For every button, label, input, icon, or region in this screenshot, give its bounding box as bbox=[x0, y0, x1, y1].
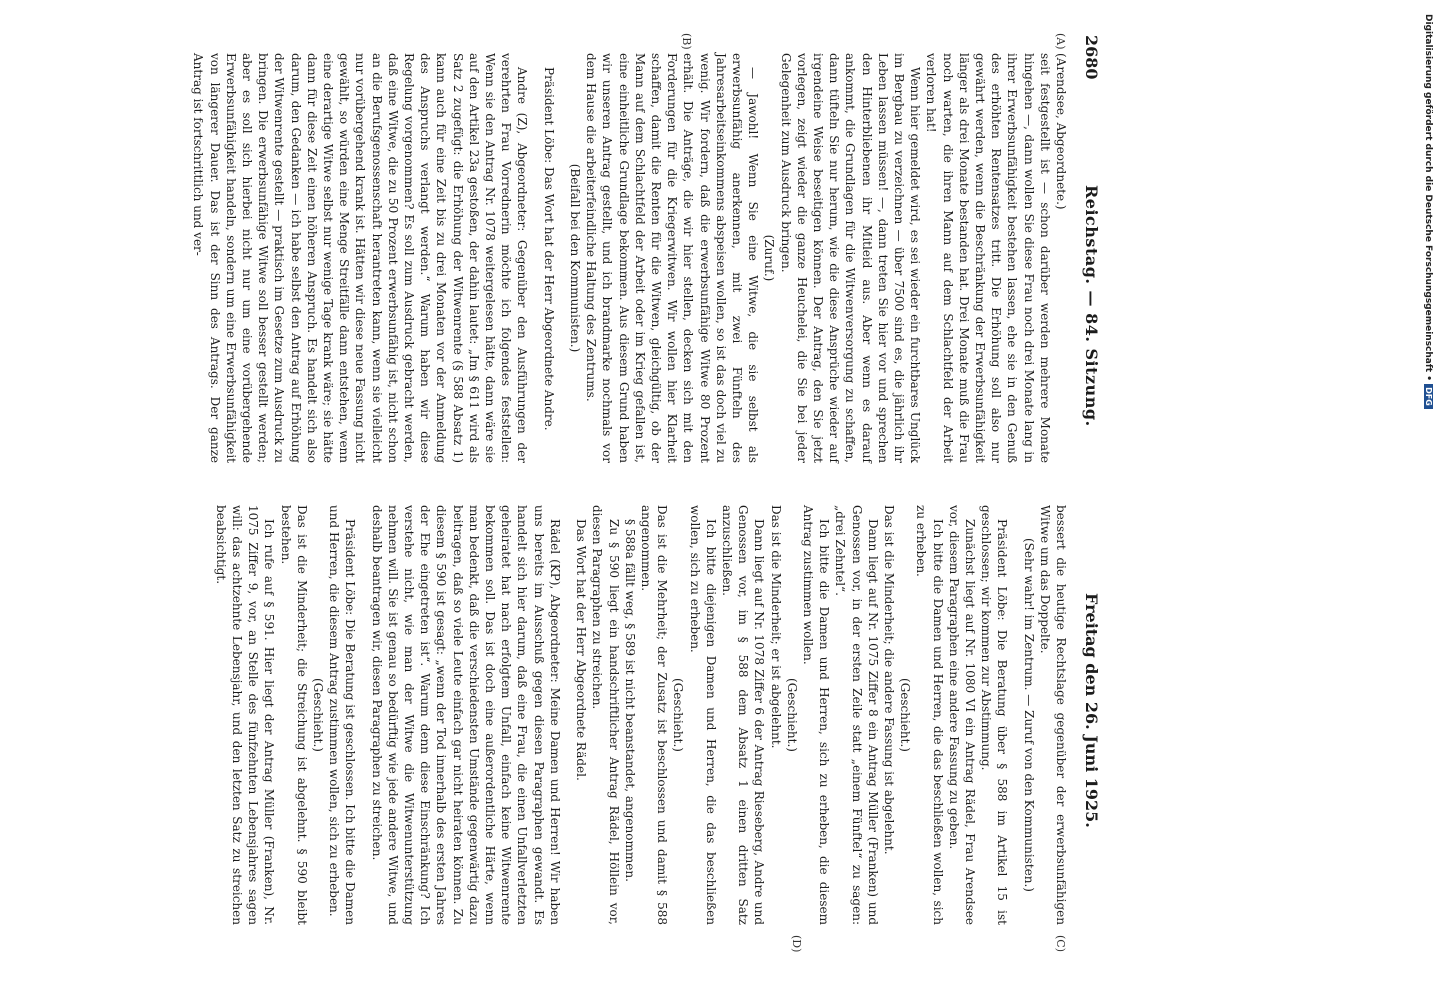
paragraph: Ich bitte die Damen und Herren, sich zu erheben, die diesem Antrag zustimmen wollen. bbox=[800, 505, 832, 925]
paragraph: Dann liegt auf Nr. 1078 Ziffer 6 der Antrag Rieseberg, Andre und Genossen vor, im § 588 dem Absatz 1 einen dritten Satz anzuschließen. bbox=[719, 505, 767, 925]
session-date: Freitag den 26. Juni 1925. bbox=[1082, 593, 1101, 828]
procedure-note: (Geschieht.) bbox=[671, 678, 686, 752]
speech-andre: Andre (Z), Abgeordneter: Gegenüber den Ausführungen der verehrten Frau Vorrednerin möchte ich folgendes feststellen: Wenn sie den Antrag Nr. 1078 weitergelesen hätte, dann wäre sie auf den Artikel 23a gestoßen, der dahin lautet: „Im § 611 wird als Satz 2 zugefügt: die Erhöhung der Witwenrente (§ 588 Absatz 1) kann auch für eine Zeit bis zu drei Monaten vor der Anmeldung des Anspruchs verlangt werden.“ Warum haben wir diese Regelung vorgenommen? Es soll zum Ausdruck gebracht werden, daß eine Witwe, die zu 50 Prozent erwerbsunfähig ist, nicht schon an die Berufsgenossenschaft herantreten kann, wenn sie vielleicht nur vorübergehend krank ist. Hätten wir diese neue Fassung nicht gewählt, so würden eine Menge Streitfälle dann entstehen, wenn eine derartige Witwe selbst nur wenige Tage krank wäre; sie hätte dann für diese Zeit einen höheren Anspruch. Es handelt sich also darum, den Gedanken — ich habe selbst den Antrag auf Erhöhung der Witwenrente gestellt — praktisch im Gesetze zum Ausdruck zu bringen. Die erwerbsunfähige Witwe soll besser gestellt werden; aber es soll sich hierbei nicht nur um eine vorübergehende Erwerbsunfähigkeit handeln, sondern um eine Erwerbsunfähigkeit von längerer Dauer. Das ist der Sinn des Antrags. Der ganze Antrag ist fortschrittlich und ver- bbox=[191, 53, 530, 463]
rotated-document-page bbox=[191, 33, 1103, 965]
margin-mark-c: (C) bbox=[1054, 935, 1067, 952]
digitization-credit-text: Digitalisierung gefördert durch die Deutsche Forschungsgemeinschaft • bbox=[1423, 14, 1433, 381]
procedure-note: (Geschieht.) bbox=[898, 678, 913, 752]
paragraph: — Jawohl! Wenn Sie eine Witwe, die sie selbst als erwerbsunfähig anerkennen, mit zwei Fünfteln des Jahresarbeitseinkommens abspeisen wollen, so ist das doch viel zu wenig. Wir fordern, daß die erwerbsunfähige Witwe 80 Prozent erhält. Die Anträge, die wir hier stellen, decken sich mit den Forderungen für die Kriegerwitwen. Wir wollen hier Klarheit schaffen, damit die Renten für die Witwen, gleichgültig, ob der Mann auf dem Schlachtfeld der Arbeit oder im Krieg gefallen ist, eine einheitliche Grundlage bekommen. Aus diesem Grund haben wir unseren Antrag gestellt, und ich brandmarke nochmals vor dem Hause die arbeiterfeindliche Haltung des Zentrums. bbox=[584, 53, 761, 463]
running-title: Reichstag. — 84. Sitzung. bbox=[1082, 185, 1101, 427]
paragraph: Das ist die Mehrheit; der Zusatz ist beschlossen und damit § 588 angenommen. bbox=[638, 505, 670, 925]
paragraph: seit festgestellt ist — schon darüber werden mehrere Monate hingehen —, dann wollen Sie diese Frau noch drei Monate lang in ihrer Erwerbsunfähigkeit bestehen lassen, ehe sie in den Genuß des erhöhten Rentensatzes tritt. Die Erhöhung soll also nur gewährt werden, wenn die Beschränkung der Erwerbsunfähigkeit länger als drei Monate bestanden hat. Drei Monate muß die Frau noch warten, die ihren Mann auf dem Schlachtfeld der Arbeit verloren hat! bbox=[924, 53, 1052, 463]
procedure-note: (Geschieht.) bbox=[311, 678, 326, 752]
paragraph: Dann liegt auf Nr. 1075 Ziffer 8 ein Antrag Müller (Franken) und Genossen vor, in der ersten Zeile statt „einem Fünftel“ zu sagen: „drei Zehntel“. bbox=[833, 505, 880, 925]
paragraph: Das Wort hat der Herr Abgeordnete Rädel. bbox=[574, 519, 589, 781]
paragraph: Das ist die Minderheit; die Streichung ist abgelehnt. § 590 bleibt bestehen. bbox=[278, 505, 309, 925]
dfg-logo: DFG bbox=[1424, 384, 1433, 409]
paragraph: Zu § 590 liegt ein handschriftlicher Antrag Rädel, Höllein vor, diesen Paragraphen zu streichen. bbox=[590, 505, 621, 925]
paragraph: Zunächst liegt auf Nr. 1080 VI ein Antrag Rädel, Frau Arendsee vor, diesem Paragraphen eine andere Fassung zu geben. bbox=[946, 505, 977, 925]
interjection: (Zuruf.) bbox=[762, 234, 777, 282]
paragraph: Ich rufe auf § 591. Hier liegt der Antrag Müller (Franken), Nr. 1075 Ziffer 9, vor, an Stelle des fünfzehnten Lebensjahres sagen will: das achtzehnte Lebensjahr, und den letzten Satz zu streichen beabsichtigt. bbox=[213, 505, 277, 925]
paragraph: Das ist die Minderheit; er ist abgelehnt. bbox=[768, 505, 783, 749]
page-header bbox=[1073, 35, 1103, 965]
speech-raedel: Rädel (KP), Abgeordneter: Meine Damen und Herren! Wir haben uns bereits im Ausschuß gegen diesen Paragraphen gewandt. Es handelt sich hier darum, daß eine Frau, die einen Unfallverletzten geheiratet hat nach erfolgtem Unfall, einfach keine Witwenrente bekommen soll. Das ist doch eine außerordentliche Härte, wenn man bedenkt, daß die verschiedensten Umstände gegenwärtig dazu beitragen, daß so viele Leute einfach gar nicht heiraten können. Zu diesem § 590 ist gesagt: „wenn der Tod innerhalb des ersten Jahres der Ehe eingetreten ist“. Warum denn diese Einschränkung? Ich verstehe nicht, wie man der Witwe die Witwenunterstützung nehmen will. Sie ist genau so bedürftig wie jede andere Witwe, und deshalb beantragen wir, diesen Paragraphen zu streichen. bbox=[369, 505, 562, 925]
paragraph: Ich bitte die Damen und Herren, die das beschließen wollen, sich zu erheben. bbox=[914, 505, 945, 925]
president-statement: Präsident Löbe: Die Beratung ist geschlossen. Ich bitte die Damen und Herren, die diesem Antrag zustimmen wollen, sich zu erheben. bbox=[327, 505, 358, 925]
speaker-continuation: (Arendsee, Abgeordnete.) bbox=[1054, 53, 1068, 210]
margin-mark-b: (B) bbox=[680, 33, 693, 50]
right-text-column bbox=[213, 505, 1069, 925]
procedure-note: (Geschieht.) bbox=[784, 678, 799, 752]
paragraph: § 588a fällt weg, § 589 ist nicht beanstandet, angenommen. bbox=[622, 519, 637, 882]
paragraph: Ich bitte diejenigen Damen und Herren, die das beschließen wollen, sich zu erheben. bbox=[687, 505, 718, 925]
paragraph: bessert die heutige Rechtslage gegenüber der erwerbsunfähigen Witwe um das Doppelte. bbox=[1037, 505, 1068, 925]
paragraph: Wenn hier gemeldet wird, es sei wieder ein furchtbares Unglück im Bergbau zu verzeichnen — über 7500 sind es, die jährlich ihr Leben lassen müssen! —, dann treten Sie hier vor und sprechen den Hinterbliebenen ihr Mitleid aus. Aber wenn es darauf ankommt, die Grundlagen für die Witwenversorgung zu schaffen, dann tüfteln Sie nur herum, wie die diese Ansprüche wieder auf irgendeine Weise beseitigen können. Der Antrag, den Sie jetzt vorlegen, zeigt wieder die ganze Heuchelei, die Sie bei jeder Gelegenheit zum Ausdruck bringen. bbox=[778, 53, 923, 463]
paragraph: Das ist die Minderheit; die andere Fassung ist abgelehnt. bbox=[881, 505, 896, 855]
applause-note: (Beifall bei den Kommunisten.) bbox=[567, 163, 582, 353]
president-statement: Präsident Löbe: Das Wort hat der Herr Abgeordnete Andre. bbox=[541, 67, 556, 431]
page-number: 2680 bbox=[1082, 35, 1101, 80]
margin-mark-d: (D) bbox=[790, 935, 803, 953]
president-statement: Präsident Löbe: Die Beratung über § 588 im Artikel 15 ist geschlossen; wir kommen zur Abstimmung. bbox=[979, 505, 1010, 925]
interjection: (Sehr wahr! im Zentrum. — Zuruf von den Kommunisten.) bbox=[1021, 537, 1036, 892]
digitization-credit bbox=[1419, 14, 1433, 594]
margin-mark-a: (A) bbox=[1054, 33, 1067, 50]
left-text-column bbox=[191, 53, 1069, 463]
